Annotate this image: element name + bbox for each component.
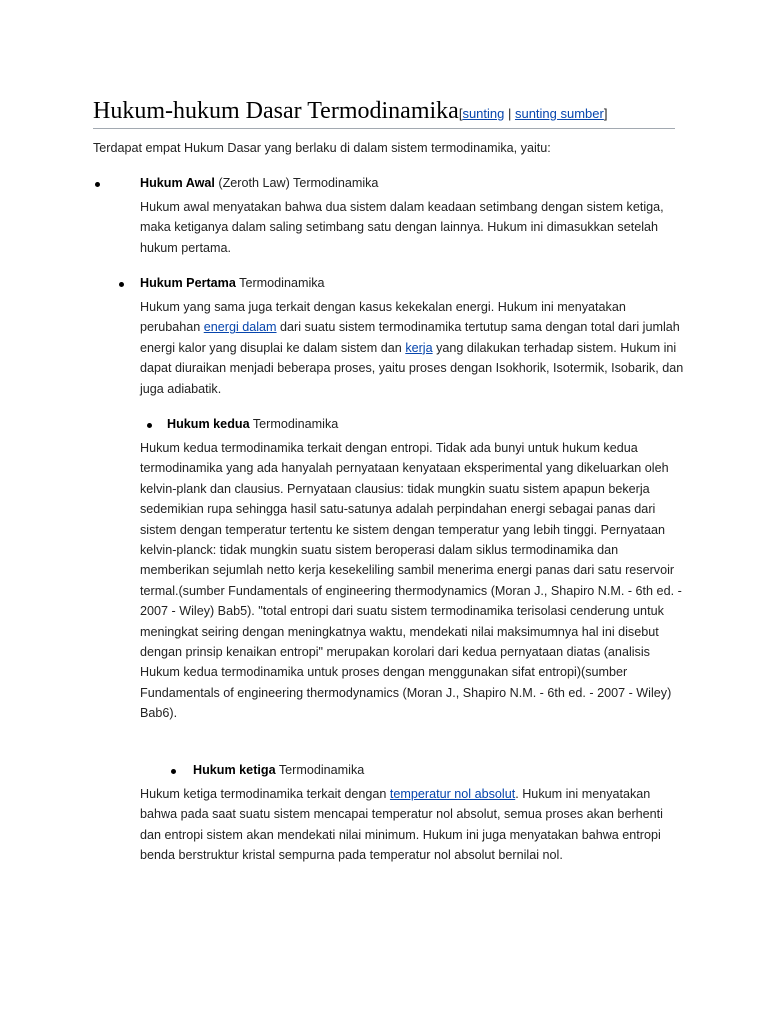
law-description: Hukum kedua termodinamika terkait dengan entropi. Tidak ada bunyi untuk hukum kedua termodinamika yang ada hanyalah pernyataan kenyataan eksperimental yang dikeluarkan oleh kelvin-plank dan clausius. Pernyataan clausius: tidak mungkin suatu sistem apapun bekerja sedemikian rupa sehingga hasil satu-satunya adalah perpindahan energi sebagai panas dari sistem dengan temperatur tertentu ke sistem dengan temperatur yang lebih tinggi. Pernyataan kelvin-planck: tidak mungkin suatu sistem beroperasi dalam siklus termodinamika dan memberikan sejumlah netto kerja kesekeliling sambil menerima energi panas dari satu reservoir termal.(sumber Fundamentals of engineering thermodynamics (Moran J., Shapiro N.M. - 6th ed. - 2007 - Wiley) Bab5). "total entropi dari suatu sistem termodinamika terisolasi cenderung untuk meningkat seiring dengan meningkatnya waktu, mendekati nilai maksimumnya hal ini disebut dengan prinsip kenaikan entropi" merupakan korolari dari kedua pernyataan diatas (analisis Hukum kedua termodinamika untuk proses dengan menggunakan sifat entropi)(sumber Fundamentals of engineering thermodynamics (Moran J., Shapiro N.M. - 6th ed. - 2007 - Wiley) Bab6). [140,441,682,721]
list-item-title [167,417,338,431]
text-run: Hukum ketiga termodinamika terkait dengan [140,787,390,801]
text-run: Hukum yang sama juga terkait dengan kasus kekekalan energi. Hukum ini menyatakan perubahan [140,300,626,335]
bracket-open: [ [458,106,463,121]
law-name-rest: Termodinamika [235,276,325,290]
law-name-rest: Termodinamika [275,763,365,777]
list-item-title [140,176,378,190]
bullet-dot [95,182,100,187]
list-item-title [193,763,364,777]
bullet-dot [147,423,152,428]
edit-separator: | [504,106,515,121]
law-name: Hukum kedua [167,417,250,431]
bullet-dot [171,769,176,774]
text-run: dari suatu sistem termodinamika tertutup sama dengan total dari jumlah energi kalor yang disuplai ke dalam sistem dan [140,320,680,355]
link-energi-dalam[interactable]: energi dalam [203,320,277,335]
bullet-dot [119,282,124,287]
law-name: Hukum Pertama [140,276,236,290]
law-name-rest: Termodinamika [249,417,339,431]
link-kerja[interactable]: kerja [405,340,433,355]
law-description [140,297,685,399]
list-item-title [140,276,325,290]
edit-source-link[interactable]: sunting sumber [514,106,604,121]
law-name-rest: (Zeroth Law) Termodinamika [214,176,379,190]
text-run: yang dilakukan terhadap sistem. Hukum ini dapat diuraikan menjadi beberapa proses, yaitu proses dengan Isokhorik, Isotermik, Isobarik, dan juga adiabatik. [140,340,684,396]
intro-paragraph: Terdapat empat Hukum Dasar yang berlaku di dalam sistem termodinamika, yaitu: [93,141,551,155]
law-description [140,784,685,866]
law-name: Hukum ketiga [193,763,276,777]
bracket-close: ] [603,106,608,121]
law-name: Hukum Awal [140,176,215,190]
link-temperatur-nol-absolut[interactable]: temperatur nol absolut [389,787,516,801]
law-description: Hukum awal menyatakan bahwa dua sistem dalam keadaan setimbang dengan sistem ketiga, maka ketiganya dalam saling setimbang satu dengan lainnya. Hukum ini dimasukkan setelah hukum pertama. [140,200,664,255]
edit-link[interactable]: sunting [462,106,505,121]
edit-links [459,106,608,121]
text-run: . Hukum ini menyatakan bahwa pada saat suatu sistem mencapai temperatur nol absolut, semua proses akan berhenti dan entropi sistem akan mendekati nilai minimum. Hukum ini juga menyatakan bahwa entropi benda berstruktur kristal sempurna pada temperatur nol absolut bernilai nol. [140,787,663,863]
section-heading [93,98,675,129]
page-title: Hukum-hukum Dasar Termodinamika [93,98,459,124]
